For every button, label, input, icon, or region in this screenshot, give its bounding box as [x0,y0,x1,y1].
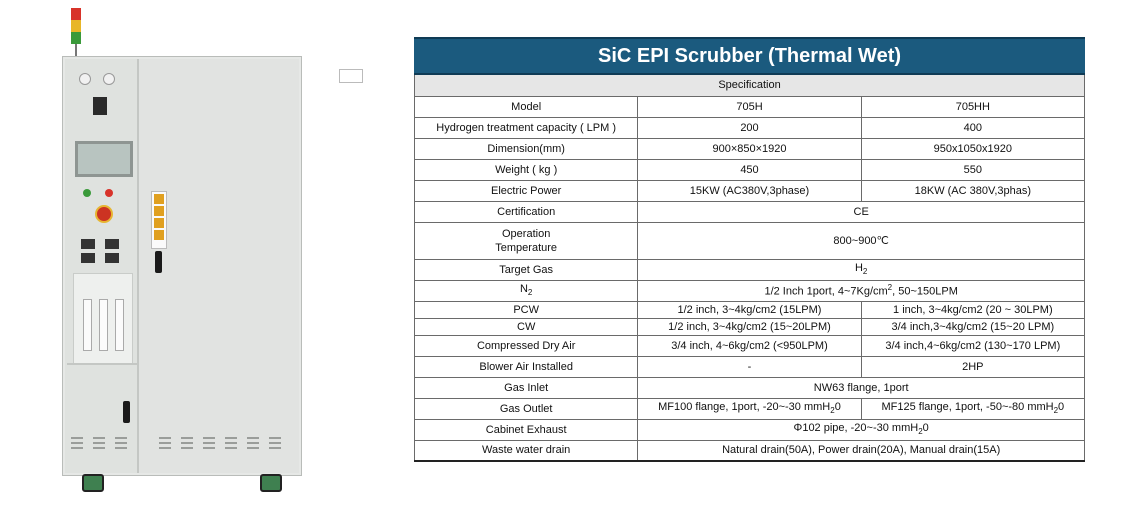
row-label: Model [415,96,638,117]
table-row [415,201,1085,222]
vent-icon [93,437,105,451]
cell-705h: 3/4 inch, 4~6kg/cm2 (<950LPM) [638,335,861,356]
value-superscript: 2 [887,283,893,293]
formula-text: N [519,283,528,296]
cell-merged: NW63 flange, 1port [638,377,1085,398]
formula-subscript: 2 [862,267,868,277]
red-lamp [71,8,81,20]
table-row [415,398,1085,419]
cell-merged [638,280,1085,301]
row-label: Compressed Dry Air [415,335,638,356]
row-label [415,222,638,259]
table-row [415,335,1085,356]
status-lamp-icon [105,189,113,197]
hmi-screen [75,141,133,177]
flowmeter-icon [83,299,92,351]
value-subscript: 2 [830,406,835,416]
spec-title: SiC EPI Scrubber (Thermal Wet) [414,37,1085,75]
outlet-icon [105,253,119,263]
cabinet-body [62,56,302,476]
row-label: Cabinet Exhaust [415,419,638,440]
cell-705hh: 18KW (AC 380V,3phas) [861,180,1084,201]
row-label: Dimension(mm) [415,138,638,159]
vent-icon [269,437,281,451]
table-row [415,419,1085,440]
cell-705h: 705H [638,96,861,117]
table-row [415,180,1085,201]
tower-pole [75,44,77,56]
cell-705h: 450 [638,159,861,180]
control-panel [65,59,139,473]
cell-705hh [861,398,1084,419]
cell-705h: 1/2 inch, 3~4kg/cm2 (15LPM) [638,301,861,318]
cell-merged: Natural drain(50A), Power drain(20A), Manual drain(15A) [638,440,1085,461]
spec-sheet [414,37,1085,462]
value-text: 0 [834,401,841,414]
table-row [415,259,1085,280]
row-label: CW [415,318,638,335]
cell-merged: 800~900℃ [638,222,1085,259]
cell-705h: 200 [638,117,861,138]
cell-705h: - [638,356,861,377]
vent-icon [203,437,215,451]
table-row [415,440,1085,461]
caster-wheel-icon [82,474,104,492]
value-text: MF100 flange, 1port, -20~-30 mmH [658,401,831,414]
table-row [415,318,1085,335]
table-row [415,222,1085,259]
caster-wheel-icon [260,474,282,492]
cell-705hh: 2HP [861,356,1084,377]
vent-icon [225,437,237,451]
door-handle-icon [123,401,130,423]
green-lamp [71,32,81,44]
status-lamp-icon [83,189,91,197]
label-line: Operation [502,227,551,240]
main-switch-icon [93,97,107,115]
row-label: PCW [415,301,638,318]
flowmeter-icon [99,299,108,351]
cell-705hh: 550 [861,159,1084,180]
scrubber-cabinet-illustration [62,8,302,488]
flowmeter-icon [115,299,124,351]
row-label: Blower Air Installed [415,356,638,377]
selector-knob-icon [79,73,91,85]
cell-705hh: 3/4 inch,3~4kg/cm2 (15~20 LPM) [861,318,1084,335]
selector-knob-icon [103,73,115,85]
vent-icon [247,437,259,451]
value-text: 0 [922,422,929,435]
value-text: Φ102 pipe, -20~-30 mmH [793,422,919,435]
value-subscript: 2 [918,427,923,437]
cell-705hh: 3/4 inch,4~6kg/cm2 (130~170 LPM) [861,335,1084,356]
cell-merged [638,419,1085,440]
spec-table [414,75,1085,462]
vent-icon [159,437,171,451]
yellow-lamp [71,20,81,32]
outlet-icon [81,253,95,263]
table-row [415,117,1085,138]
cell-705h: 900×850×1920 [638,138,861,159]
table-row [415,280,1085,301]
row-label: Weight ( kg ) [415,159,638,180]
cell-705hh: 705HH [861,96,1084,117]
outlet-icon [81,239,95,249]
cell-705hh: 400 [861,117,1084,138]
warning-labels-icon [151,191,167,249]
vent-icon [71,437,83,451]
table-row [415,96,1085,117]
table-row [415,356,1085,377]
outlet-icon [105,239,119,249]
emergency-stop-icon [95,205,113,223]
row-label [415,280,638,301]
table-row [415,377,1085,398]
value-subscript: 2 [1053,406,1059,416]
cell-705h: 1/2 inch, 3~4kg/cm2 (15~20LPM) [638,318,861,335]
cell-705hh: 1 inch, 3~4kg/cm2 (20 ~ 30LPM) [861,301,1084,318]
cell-merged [638,259,1085,280]
value-text: 1/2 Inch 1port, 4~7Kg/cm [764,285,888,298]
section-header: Specification [415,75,1085,96]
cell-705h: 15KW (AC380V,3phase) [638,180,861,201]
row-label: Gas Inlet [415,377,638,398]
label-line: Temperature [495,241,558,254]
lower-door [67,363,139,477]
row-label: Waste water drain [415,440,638,461]
row-label: Certification [415,201,638,222]
row-label: Electric Power [415,180,638,201]
table-row [415,75,1085,96]
table-row [415,301,1085,318]
row-label: Hydrogen treatment capacity ( LPM ) [415,117,638,138]
formula-text: H [854,262,863,275]
vent-icon [115,437,127,451]
value-text: , 50~150LPM [892,285,958,298]
cell-705h [638,398,861,419]
value-text: 0 [1058,401,1065,414]
row-label: Target Gas [415,259,638,280]
main-door [139,59,299,473]
table-row [415,159,1085,180]
signal-tower-icon [71,8,81,56]
formula-subscript: 2 [527,288,533,298]
value-text: MF125 flange, 1port, -50~-80 mmH [881,401,1054,414]
nameplate-icon [339,69,363,83]
cell-705hh: 950x1050x1920 [861,138,1084,159]
vent-icon [181,437,193,451]
row-label: Gas Outlet [415,398,638,419]
table-row [415,138,1085,159]
cell-merged: CE [638,201,1085,222]
door-handle-icon [155,251,162,273]
